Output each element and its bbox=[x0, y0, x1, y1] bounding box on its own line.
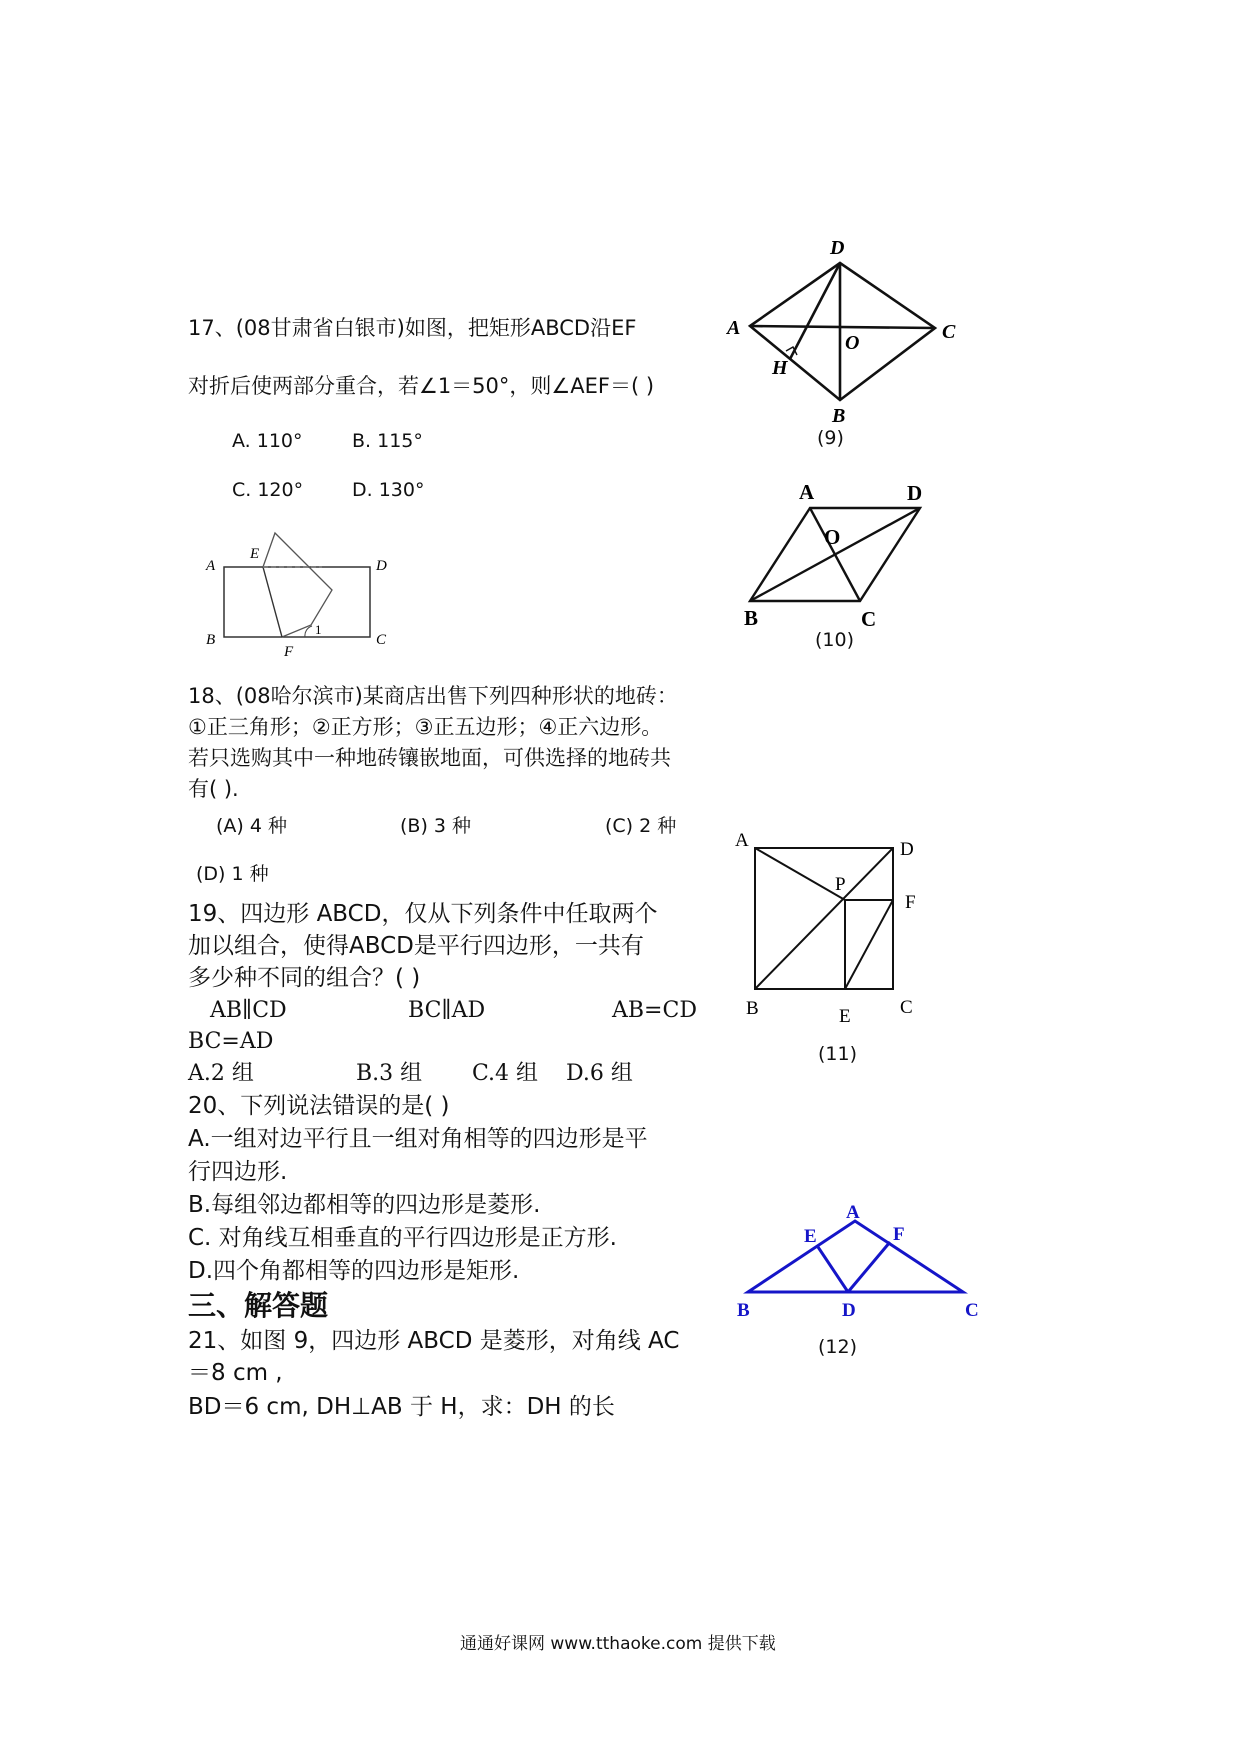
figure-12-caption: (12) bbox=[818, 1336, 858, 1358]
label-d: D bbox=[907, 481, 923, 505]
label-b: B bbox=[737, 1300, 750, 1321]
diagonal-bd bbox=[750, 508, 920, 601]
label-d: D bbox=[842, 1300, 856, 1321]
q18-option-d: (D) 1 种 bbox=[196, 863, 269, 885]
label-a: A bbox=[727, 317, 741, 339]
fold-line-ef bbox=[263, 567, 282, 637]
label-f: F bbox=[905, 892, 916, 913]
label-angle-1: 1 bbox=[315, 622, 322, 637]
q19-condition-2: BC∥AD bbox=[408, 998, 486, 1023]
q19-condition-4: BC=AD bbox=[188, 1029, 274, 1054]
q18-line2: ①正三角形；②正方形；③正五边形；④正六边形。 bbox=[188, 715, 663, 739]
label-d: D bbox=[376, 558, 387, 574]
q19-option-b: B.3 组 bbox=[356, 1061, 423, 1086]
diagonal-ac bbox=[750, 326, 935, 328]
label-c: C bbox=[861, 607, 877, 631]
label-o: O bbox=[845, 332, 860, 354]
label-p: P bbox=[835, 874, 846, 895]
segment-bd bbox=[755, 848, 893, 989]
label-o: O bbox=[824, 525, 841, 549]
segment-ap bbox=[755, 848, 845, 900]
q17-option-d: D. 130° bbox=[352, 479, 425, 501]
label-c: C bbox=[376, 632, 387, 648]
label-c: C bbox=[942, 321, 956, 343]
q19-condition-3: AB=CD bbox=[612, 998, 697, 1023]
q19-option-c: C.4 组 bbox=[472, 1061, 539, 1086]
q21-line1: 21、如图 9，四边形 ABCD 是菱形，对角线 AC bbox=[188, 1328, 680, 1354]
label-e: E bbox=[804, 1226, 817, 1247]
q17-option-a: A. 110° bbox=[232, 430, 303, 452]
q20-option-b: B.每组邻边都相等的四边形是菱形. bbox=[188, 1192, 541, 1218]
q20-option-a-line1: A.一组对边平行且一组对角相等的四边形是平 bbox=[188, 1126, 648, 1152]
q18-line4: 有( ). bbox=[188, 777, 239, 801]
q17-figure bbox=[200, 530, 400, 660]
altitude-dh bbox=[790, 263, 840, 359]
segment-ef bbox=[845, 900, 893, 989]
figure-11 bbox=[735, 832, 955, 1032]
page-footer: 通通好课网 www.tthaoke.com 提供下载 bbox=[460, 1634, 776, 1654]
label-e: E bbox=[250, 546, 260, 562]
label-c: C bbox=[965, 1300, 979, 1321]
label-f: F bbox=[893, 1224, 905, 1245]
label-b: B bbox=[832, 405, 846, 427]
q18-option-a: (A) 4 种 bbox=[216, 815, 287, 837]
q19-line2: 加以组合，使得ABCD是平行四边形，一共有 bbox=[188, 933, 644, 959]
q17-option-c: C. 120° bbox=[232, 479, 304, 501]
label-a: A bbox=[206, 558, 216, 574]
q19-option-d: D.6 组 bbox=[566, 1061, 633, 1086]
q19-option-a: A.2 组 bbox=[188, 1061, 254, 1086]
q19-condition-1: AB∥CD bbox=[210, 998, 287, 1023]
label-a: A bbox=[846, 1202, 860, 1223]
label-c: C bbox=[900, 997, 913, 1018]
q21-line3: BD＝6 cm, DH⊥AB 于 H，求：DH 的长 bbox=[188, 1394, 615, 1420]
q18-line1: 18、(08哈尔滨市)某商店出售下列四种形状的地砖： bbox=[188, 684, 678, 708]
q17-option-b: B. 115° bbox=[352, 430, 423, 452]
q19-line1: 19、四边形 ABCD，仅从下列条件中任取两个 bbox=[188, 901, 658, 927]
label-b: B bbox=[746, 998, 759, 1019]
figure-10 bbox=[735, 478, 935, 638]
q17-line2: 对折后使两部分重合，若∠1＝50°，则∠AEF＝( ) bbox=[188, 374, 655, 398]
label-e: E bbox=[839, 1006, 851, 1027]
label-b: B bbox=[206, 632, 216, 648]
label-a: A bbox=[799, 480, 815, 504]
q17-line1: 17、(08甘肃省白银市)如图，把矩形ABCD沿EF bbox=[188, 316, 637, 340]
label-b: B bbox=[744, 606, 759, 630]
q20-option-c: C. 对角线互相垂直的平行四边形是正方形. bbox=[188, 1225, 617, 1251]
q18-option-c: (C) 2 种 bbox=[605, 815, 677, 837]
rectangle-abcd bbox=[224, 567, 370, 637]
label-a: A bbox=[735, 830, 749, 851]
q20-line1: 20、下列说法错误的是( ) bbox=[188, 1093, 450, 1119]
folded-flap bbox=[263, 533, 332, 637]
figure-9-caption: (9) bbox=[817, 427, 844, 449]
label-f: F bbox=[284, 644, 294, 660]
figure-9 bbox=[720, 238, 980, 458]
figure-12 bbox=[735, 1198, 995, 1328]
section-heading: 三、解答题 bbox=[188, 1289, 329, 1322]
q20-option-d: D.四个角都相等的四边形是矩形. bbox=[188, 1258, 520, 1284]
figure-10-caption: (10) bbox=[815, 629, 855, 651]
q18-option-b: (B) 3 种 bbox=[400, 815, 472, 837]
q20-option-a-line2: 行四边形. bbox=[188, 1159, 288, 1185]
segment-ed bbox=[818, 1247, 848, 1292]
label-d: D bbox=[900, 839, 914, 860]
q19-line3: 多少种不同的组合？( ) bbox=[188, 965, 421, 991]
q21-line2: ＝8 cm , bbox=[188, 1360, 283, 1386]
segment-df bbox=[848, 1242, 890, 1292]
figure-11-caption: (11) bbox=[818, 1043, 858, 1065]
label-h: H bbox=[772, 357, 788, 379]
label-d: D bbox=[830, 237, 845, 259]
q18-line3: 若只选购其中一种地砖镶嵌地面，可供选择的地砖共 bbox=[188, 746, 671, 770]
rhombus-abcd bbox=[750, 263, 935, 400]
